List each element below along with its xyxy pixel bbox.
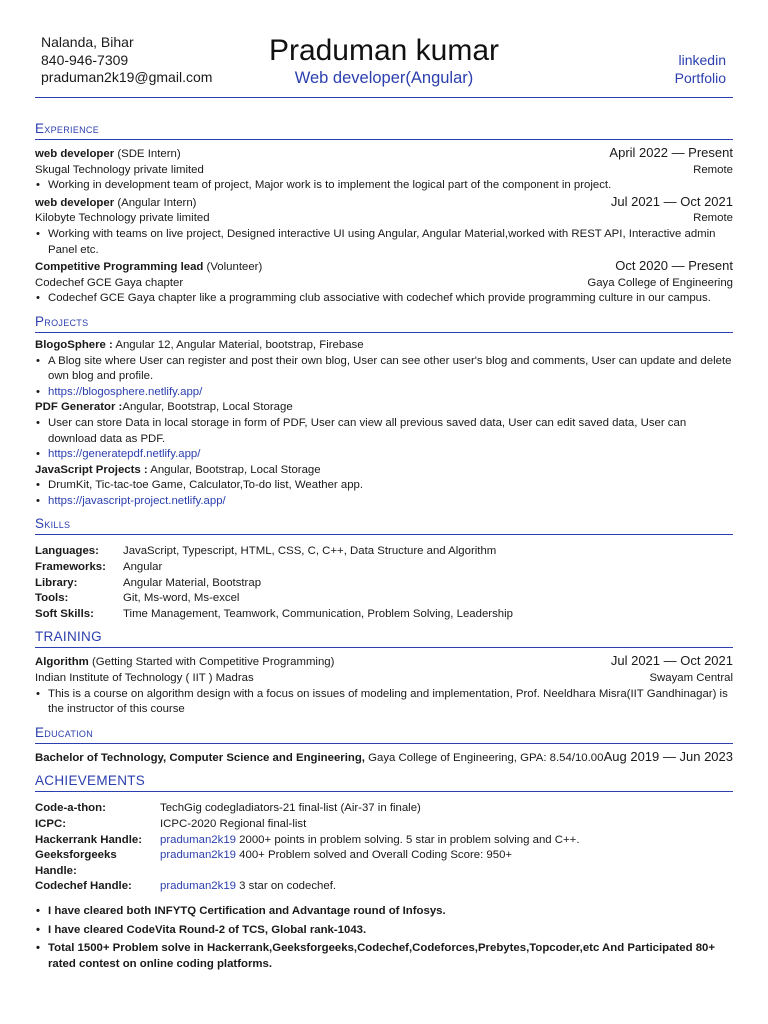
project-item	[35, 400, 733, 462]
linkedin-link[interactable]: linkedin	[678, 52, 726, 68]
skill-key: Tools:	[35, 592, 69, 605]
skill-row	[35, 607, 513, 623]
training-bullet: • This is a course on algorithm design with a focus on issues of modeling and implementation, Prof. Neeldhara Misra(IIT Gandhinagar) is the instructor of this course	[35, 687, 733, 718]
achievement-value: TechGig codegladiators-21 final-list (Air-37 in finale)	[160, 802, 421, 815]
education-degree: Bachelor of Technology, Computer Science and Engineering,	[35, 751, 365, 764]
achievement-bullets	[35, 904, 733, 972]
project-stack: Angular 12, Angular Material, bootstrap, Firebase	[112, 338, 364, 351]
achievements-section	[35, 772, 733, 972]
skill-value: Angular	[123, 561, 163, 574]
skill-row	[35, 560, 513, 576]
project-link[interactable]: https://generatepdf.netlify.app/	[48, 448, 201, 461]
experience-date: Oct 2020 — Present	[615, 258, 733, 274]
skill-value: JavaScript, Typescript, HTML, CSS, C, C++, Data Structure and Algorithm	[123, 545, 497, 558]
section-title-education: Education	[35, 724, 733, 744]
profile-links	[675, 51, 726, 87]
training-location: Swayam Central	[649, 672, 733, 685]
achievement-value: 3 star on codechef.	[236, 880, 337, 893]
title-block	[35, 34, 733, 88]
achievement-row	[35, 833, 580, 849]
project-stack: Angular, Bootstrap, Local Storage	[147, 463, 321, 476]
skill-value: Time Management, Teamwork, Communication, Problem Solving, Leadership	[123, 607, 513, 620]
achievement-row	[35, 817, 580, 833]
project-name: PDF Generator :	[35, 401, 123, 414]
achievement-key: Geeksforgeeks Handle:	[35, 849, 117, 877]
education-section	[35, 724, 733, 767]
experience-role: Competitive Programming lead	[35, 261, 204, 274]
training-role-note: (Getting Started with Competitive Programming)	[91, 656, 335, 669]
education-details: Gaya College of Engineering, GPA: 8.54/10.00	[364, 751, 604, 764]
geeksforgeeks-handle-link[interactable]: praduman2k19	[160, 849, 236, 862]
experience-location: Remote	[693, 212, 733, 225]
experience-role-note: (Angular Intern)	[117, 196, 197, 209]
achievements-table	[35, 801, 580, 895]
contact-phone: 840-946-7309	[41, 51, 129, 68]
contact-location: Nalanda, Bihar	[41, 34, 134, 50]
skill-row	[35, 576, 513, 592]
achievement-row	[35, 879, 580, 895]
experience-bullet: • Working in development team of project, Major work is to implement the logical part of the component in project.	[35, 178, 733, 194]
achievement-value: 2000+ points in problem solving. 5 star in problem solving and C++.	[236, 833, 580, 846]
project-item	[35, 463, 733, 510]
experience-location: Remote	[693, 163, 733, 176]
codechef-handle-link[interactable]: praduman2k19	[160, 880, 236, 893]
experience-role: web developer	[35, 148, 115, 160]
experience-item	[35, 145, 733, 194]
skills-section	[35, 515, 733, 622]
experience-role-note: (Volunteer)	[206, 261, 263, 274]
project-link[interactable]: https://javascript-project.netlify.app/	[48, 494, 226, 507]
achievement-bullet: • I have cleared CodeVita Round-2 of TCS, Global rank-1043.	[35, 923, 733, 939]
skill-key: Languages:	[35, 545, 99, 558]
section-title-experience: Experience	[35, 120, 733, 140]
achievement-key: Hackerrank Handle:	[35, 833, 142, 846]
experience-date: Jul 2021 — Oct 2021	[610, 193, 733, 209]
achievement-bullet: • I have cleared both INFYTQ Certification and Advantage round of Infosys.	[35, 904, 733, 920]
experience-section	[35, 120, 733, 307]
experience-org: Codechef GCE Gaya chapter	[35, 276, 184, 289]
experience-date: April 2022 — Present	[609, 145, 733, 160]
projects-section	[35, 313, 733, 510]
experience-location: Gaya College of Engineering	[587, 276, 733, 289]
experience-org: Skugal Technology private limited	[35, 163, 204, 176]
section-title-training: TRAINING	[35, 628, 733, 648]
experience-bullet: • Working with teams on live project, Designed interactive UI using Angular, Angular Material,worked with REST API, Interactive admin Panel etc.	[35, 227, 733, 258]
achievement-value: 400+ Problem solved and Overall Coding Score: 950+	[236, 849, 513, 862]
contact-email[interactable]: praduman2k19@gmail.com	[41, 69, 213, 85]
experience-role-note: (SDE Intern)	[117, 148, 181, 160]
project-name: JavaScript Projects :	[35, 463, 148, 476]
section-title-projects: Projects	[35, 313, 733, 333]
section-title-skills: Skills	[35, 515, 733, 535]
header-divider	[35, 97, 733, 98]
achievement-row	[35, 801, 580, 817]
achievement-key: ICPC:	[35, 818, 67, 830]
achievement-key: Codechef Handle:	[35, 880, 132, 893]
portfolio-link[interactable]: Portfolio	[674, 70, 726, 86]
skill-row	[35, 591, 513, 607]
achievement-value: ICPC-2020 Regional final-list	[160, 818, 307, 830]
experience-role: web developer	[35, 196, 115, 209]
experience-bullet: • Codechef GCE Gaya chapter like a programming club associative with codechef which provide programming culture in our campus.	[35, 291, 733, 307]
education-date: Aug 2019 — Jun 2023	[603, 748, 733, 764]
project-bullet: • User can store Data in local storage in form of PDF, User can view all previous saved data, User can edit saved data, User can download data as PDF.	[35, 416, 733, 447]
skill-key: Frameworks:	[35, 561, 106, 574]
project-bullet: • A Blog site where User can register and post their own blog, User can see other user's blog and comments, User can update and delete own blog and profile.	[35, 354, 733, 385]
skill-value: Git, Ms-word, Ms-excel	[123, 592, 240, 605]
achievement-row	[35, 848, 580, 879]
project-stack: Angular, Bootstrap, Local Storage	[122, 401, 293, 414]
project-name: BlogoSphere :	[35, 338, 113, 351]
person-role: Web developer(Angular)	[294, 69, 474, 87]
training-section	[35, 628, 733, 717]
resume-page	[35, 0, 733, 975]
achievement-key: Code-a-thon:	[35, 802, 106, 815]
training-role: Algorithm	[35, 656, 89, 669]
training-date: Jul 2021 — Oct 2021	[610, 653, 733, 669]
experience-item	[35, 194, 733, 258]
experience-item	[35, 258, 733, 307]
achievement-bullet: • Total 1500+ Problem solve in Hackerrank,Geeksforgeeks,Codechef,Codeforces,Prebytes,Topcoder,etc And Participated 80+ rated contest on online coding platforms.	[35, 941, 733, 972]
skill-key: Soft Skills:	[35, 607, 94, 620]
hackerrank-handle-link[interactable]: praduman2k19	[160, 833, 236, 846]
skill-value: Angular Material, Bootstrap	[123, 576, 262, 589]
resume-header	[35, 0, 733, 100]
project-link[interactable]: https://blogosphere.netlify.app/	[48, 385, 203, 398]
skill-key: Library:	[35, 576, 78, 589]
experience-org: Kilobyte Technology private limited	[35, 212, 210, 225]
skills-table	[35, 544, 513, 622]
project-bullet: • DrumKit, Tic-tac-toe Game, Calculator,To-do list, Weather app.	[35, 478, 733, 494]
skill-row	[35, 544, 513, 560]
section-title-achievements: ACHIEVEMENTS	[35, 772, 733, 792]
training-org: Indian Institute of Technology ( IIT ) Madras	[35, 672, 254, 685]
project-item	[35, 338, 733, 400]
person-name: Praduman kumar	[268, 34, 500, 67]
